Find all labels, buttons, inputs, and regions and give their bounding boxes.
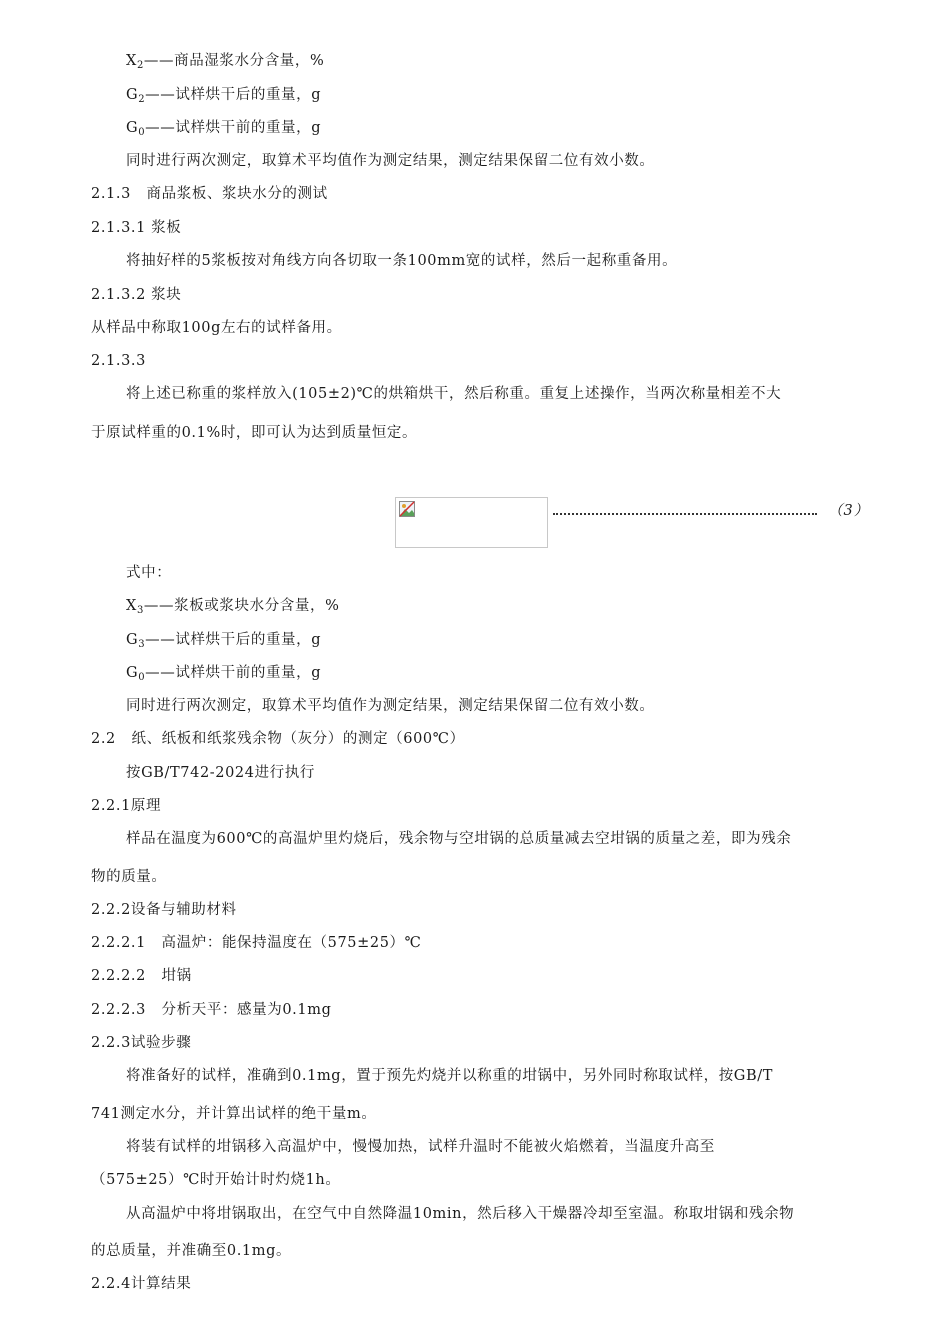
variable-definition-x3: $X_3——$浆板或浆块水分含量，% (126, 598, 340, 616)
variable-definition-g3: $G_3——$试样烘干后的重量，g (126, 632, 322, 650)
formula-image (395, 497, 548, 548)
section-heading-2-1-3: 2.1.3 商品浆板、浆块水分的测试 (91, 186, 328, 202)
section-heading-2-2: 2.2 纸、纸板和纸浆残余物（灰分）的测定（600℃） (91, 731, 465, 747)
paragraph: 同时进行两次测定，取算术平均值作为测定结果，测定结果保留二位有效小数。 (126, 153, 655, 169)
paragraph: 将装有试样的坩锅移入高温炉中，慢慢加热，试样升温时不能被火焰燃着，当温度升高至 (126, 1139, 715, 1155)
section-heading-2-2-3: 2.2.3试验步骤 (91, 1035, 192, 1051)
paragraph: 将上述已称重的浆样放入(105±2)℃的烘箱烘干，然后称重。重复上述操作，当两次称量相差不大 (126, 386, 782, 402)
paragraph: 样品在温度为600℃的高温炉里灼烧后，残余物与空坩锅的总质量减去空坩锅的质量之差，即为残余 (126, 831, 792, 847)
paragraph-continuation: 741测定水分，并计算出试样的绝干量m。 (91, 1106, 377, 1122)
variable-definition-g2: $G_2——$试样烘干后的重量，g (126, 87, 322, 105)
paragraph: 将准备好的试样，准确到0.1mg，置于预先灼烧并以称重的坩锅中，另外同时称取试样，按GB/T (126, 1068, 773, 1084)
section-heading-2-1-3-1: 2.1.3.1 浆板 (91, 220, 182, 236)
paragraph: 式中： (126, 565, 172, 581)
section-heading-2-1-3-2: 2.1.3.2 浆块 (91, 287, 182, 303)
paragraph: 从样品中称取100g左右的试样备用。 (91, 320, 342, 336)
paragraph: 将抽好样的5浆板按对角线方向各切取一条100mm宽的试样，然后一起称重备用。 (126, 253, 678, 269)
section-heading-2-2-4: 2.2.4计算结果 (91, 1276, 192, 1292)
variable-definition-x2: $X_2——$商品湿浆水分含量，% (126, 53, 325, 71)
paragraph-continuation: （575±25）℃时开始计时灼烧1h。 (91, 1172, 341, 1188)
section-heading-2-2-2: 2.2.2设备与辅助材料 (91, 902, 237, 918)
variable-definition-g0: $G_0——$试样烘干前的重量，g (126, 120, 322, 138)
equation-leader-dots (553, 495, 817, 515)
section-heading-2-2-2-2: 2.2.2.2 坩锅 (91, 968, 192, 984)
section-heading-2-2-2-1: 2.2.2.1 高温炉：能保持温度在（575±25）℃ (91, 935, 422, 951)
paragraph-continuation: 于原试样重的0.1%时，即可认为达到质量恒定。 (91, 425, 418, 441)
variable-definition-g0: $G_0——$试样烘干前的重量，g (126, 665, 322, 683)
equation-number: （3） (828, 503, 870, 519)
section-heading-2-2-2-3: 2.2.2.3 分析天平：感量为0.1mg (91, 1002, 332, 1018)
paragraph: 从高温炉中将坩锅取出，在空气中自然降温10min，然后移入干燥器冷却至室温。称取坩锅和残余物 (126, 1206, 795, 1222)
paragraph-continuation: 物的质量。 (91, 869, 167, 885)
paragraph-continuation: 的总质量，并准确至0.1mg。 (91, 1243, 292, 1259)
paragraph: 同时进行两次测定，取算术平均值作为测定结果，测定结果保留二位有效小数。 (126, 698, 655, 714)
section-heading-2-2-1: 2.2.1原理 (91, 798, 162, 814)
broken-image-icon (399, 501, 415, 517)
section-heading-2-1-3-3: 2.1.3.3 (91, 353, 146, 369)
paragraph: 按GB/T742-2024进行执行 (126, 765, 315, 781)
